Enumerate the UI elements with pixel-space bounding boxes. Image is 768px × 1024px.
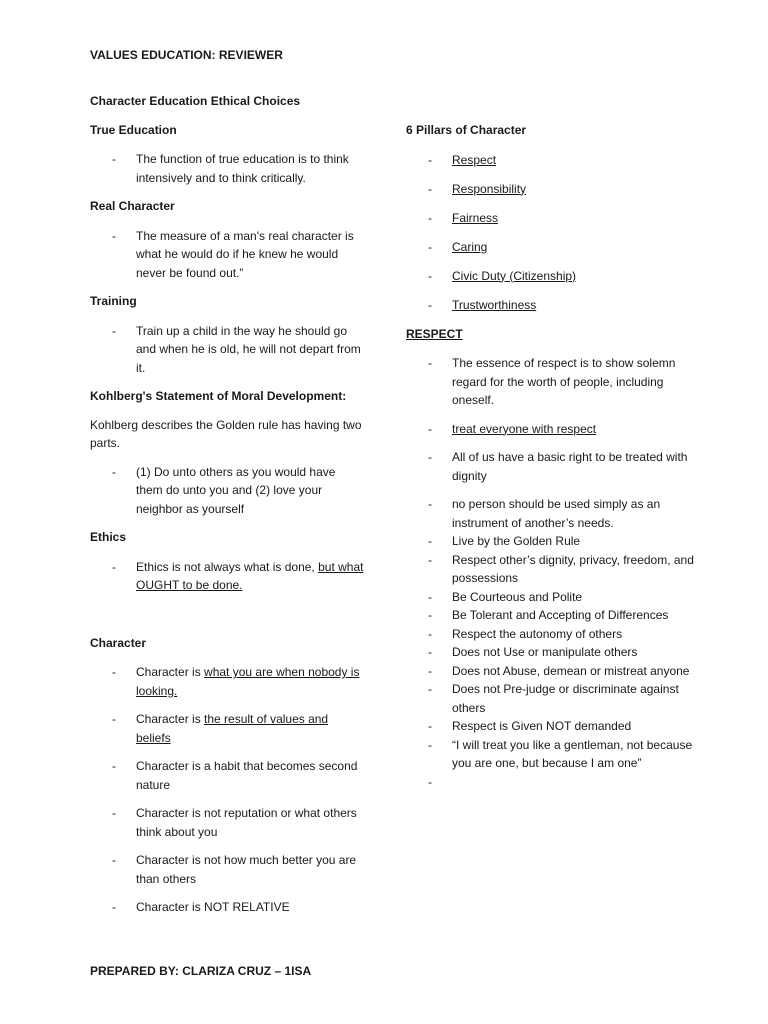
dash: - <box>428 719 432 733</box>
item-text-underlined: the result of values and beliefs <box>136 712 329 745</box>
dash: - <box>112 323 116 338</box>
respect-heading: RESPECT <box>406 326 463 341</box>
dash: - <box>428 774 432 789</box>
item-text: Respect the autonomy of others <box>452 626 623 641</box>
item-text: Live by the Golden Rule <box>452 534 581 548</box>
character-heading: Character <box>90 635 147 650</box>
list-item <box>406 495 696 532</box>
list-item <box>406 717 696 736</box>
dash: - <box>428 589 432 604</box>
list-item <box>406 151 696 170</box>
list-item <box>90 804 365 841</box>
pillars-list <box>406 151 696 315</box>
respect-compact-list <box>406 495 696 789</box>
list-item <box>406 680 696 717</box>
dash: - <box>428 450 432 464</box>
list-item <box>90 150 365 187</box>
item-text: Train up a child in the way he should go and when he is old, he will not depart from it. <box>136 323 361 375</box>
item-text: The function of true education is to think intensively and to think critically. <box>136 152 349 185</box>
list-item <box>90 898 365 917</box>
item-text-underlined: Respect <box>452 152 497 167</box>
list-item <box>406 267 696 286</box>
dash: - <box>112 559 116 574</box>
item-text: Character is a habit that becomes second nature <box>136 759 358 792</box>
dash: - <box>112 152 116 166</box>
list-item <box>90 710 365 747</box>
item-text-underlined: what you are when nobody is looking. <box>136 665 360 698</box>
list-item <box>90 322 365 378</box>
list-item <box>406 238 696 257</box>
dash: - <box>112 665 116 679</box>
list-item <box>90 558 365 595</box>
item-text: The measure of a man's real character is what he would do if he knew he would never be found out.” <box>136 228 354 280</box>
training-heading: Training <box>90 294 137 308</box>
dash: - <box>428 552 432 567</box>
page-title: VALUES EDUCATION: REVIEWER <box>90 48 283 62</box>
item-text: (1) Do unto others as you would have them do unto you and (2) love your neighbor as yourself <box>136 464 336 516</box>
dash: - <box>428 534 432 548</box>
footer: PREPARED BY: CLARIZA CRUZ – 1ISA <box>90 964 312 978</box>
item-text-underlined: Fairness <box>452 210 499 225</box>
item-text-underlined: Trustworthiness <box>452 297 537 312</box>
item-text: Does not Use or manipulate others <box>452 645 638 659</box>
list-item <box>406 296 696 315</box>
list-item <box>406 180 696 199</box>
dash: - <box>428 497 432 511</box>
true-education-heading: True Education <box>90 122 177 137</box>
ethics-heading: Ethics <box>90 530 127 544</box>
dash: - <box>428 152 432 167</box>
item-text: Character is NOT RELATIVE <box>136 900 290 914</box>
item-text: Character is not how much better you are than others <box>136 853 357 886</box>
item-text-underlined: Caring <box>452 239 488 254</box>
item-text: no person should be used simply as an instrument of another’s needs. <box>452 497 661 530</box>
dash: - <box>428 297 432 312</box>
list-item <box>90 227 365 283</box>
dash: - <box>428 737 432 752</box>
list-item <box>406 532 696 551</box>
dash: - <box>112 464 116 479</box>
right-column <box>406 121 696 789</box>
list-item <box>406 551 696 588</box>
list-item <box>406 662 696 681</box>
list-item <box>90 663 365 700</box>
dash: - <box>428 645 432 659</box>
item-text: Does not Pre-judge or discriminate against others <box>452 682 679 715</box>
item-text: “I will treat you like a gentleman, not because you are one, but because I am one” <box>452 737 693 770</box>
dash: - <box>428 421 432 436</box>
list-item <box>406 209 696 228</box>
item-text-underlined: treat everyone with respect <box>452 421 597 436</box>
list-item <box>90 851 365 888</box>
list-item <box>406 643 696 662</box>
real-character-heading: Real Character <box>90 199 175 213</box>
item-text: Character is not reputation or what others think about you <box>136 806 357 839</box>
dash: - <box>112 853 116 867</box>
dash: - <box>428 356 432 370</box>
kohlberg-paragraph: Kohlberg describes the Golden rule has having two parts. <box>90 417 362 450</box>
list-item <box>406 588 696 607</box>
list-item <box>406 448 696 485</box>
item-text: Respect other’s dignity, privacy, freedom, and possessions <box>452 552 694 585</box>
item-text: Does not Abuse, demean or mistreat anyone <box>452 663 690 678</box>
list-item <box>406 420 696 439</box>
pillars-heading: 6 Pillars of Character <box>406 123 527 137</box>
dash: - <box>112 806 116 820</box>
kohlberg-heading: Kohlberg's Statement of Moral Development: <box>90 389 347 403</box>
item-text: Character is <box>136 665 205 679</box>
list-item <box>90 757 365 794</box>
dash: - <box>428 682 432 696</box>
dash: - <box>428 663 432 678</box>
dash: - <box>112 900 116 914</box>
item-text: Be Courteous and Polite <box>452 589 583 604</box>
item-text-underlined: Civic Duty (Citizenship) <box>452 268 577 283</box>
item-text: Respect is Given NOT demanded <box>452 719 632 733</box>
item-text: Character is <box>136 712 205 726</box>
dash: - <box>428 268 432 283</box>
item-text: All of us have a basic right to be treated with dignity <box>452 450 688 483</box>
list-item <box>406 606 696 625</box>
main-heading: Character Education Ethical Choices <box>90 94 301 108</box>
dash: - <box>428 239 432 254</box>
item-text: Be Tolerant and Accepting of Differences <box>452 608 669 622</box>
list-item <box>406 736 696 773</box>
dash: - <box>112 759 116 773</box>
item-text: The essence of respect is to show solemn regard for the worth of people, including oneself. <box>452 356 676 407</box>
dash: - <box>112 228 116 243</box>
item-text-underlined: Responsibility <box>452 181 527 196</box>
left-column <box>90 92 365 917</box>
item-text: Ethics is not always what is done, <box>136 559 319 574</box>
list-item <box>90 463 365 519</box>
dash: - <box>428 210 432 225</box>
dash: - <box>428 626 432 641</box>
dash: - <box>112 712 116 726</box>
dash: - <box>428 608 432 622</box>
dash: - <box>428 181 432 196</box>
list-item <box>406 354 696 410</box>
list-item <box>406 625 696 644</box>
item-text-underlined: but what OUGHT to be done. <box>136 559 364 592</box>
